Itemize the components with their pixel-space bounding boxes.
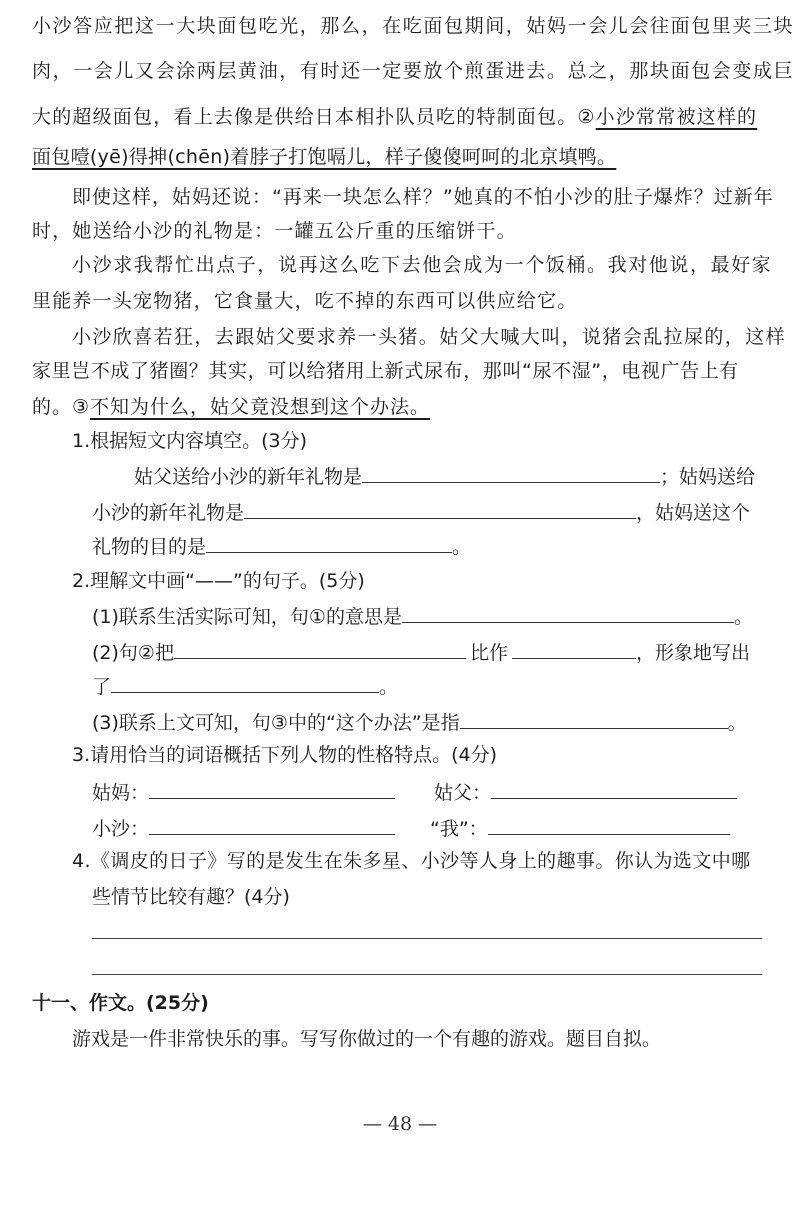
question-1-line xyxy=(92,498,750,526)
passage-text: 大的超级面包，看上去像是供给日本相扑队员吃的特制面包。② xyxy=(32,106,596,128)
question-text: 。 xyxy=(452,536,472,558)
question-text: 姑父： xyxy=(434,782,492,804)
page-number: — 48 — xyxy=(362,1113,438,1135)
trait-uncle xyxy=(434,778,737,806)
question-text: “我”： xyxy=(430,818,488,840)
answer-blank[interactable] xyxy=(244,498,636,519)
passage-line: 小沙欣喜若狂，去跟姑父要求养一头猪。姑父大喊大叫，说猪会乱拉屎的，这样 xyxy=(72,326,787,348)
question-1-line xyxy=(92,532,471,560)
answer-blank[interactable] xyxy=(149,814,395,835)
question-text: (1)联系生活实际可知，句①的意思是 xyxy=(92,606,402,628)
underlined-sentence-2-cont: 面包噎(yē)得抻(chēn)着脖子打饱嗝儿，样子傻傻呵呵的北京填鸭。 xyxy=(32,146,617,168)
question-text: (2)句②把 xyxy=(92,642,174,664)
passage-line: 即使这样，姑妈还说：“再来一块怎么样？”她真的不怕小沙的肚子爆炸？过新年 xyxy=(72,186,774,208)
question-2-2 xyxy=(92,638,750,666)
question-2-1 xyxy=(92,602,753,630)
passage-line xyxy=(32,104,757,130)
underlined-sentence-2: 小沙常常被这样的 xyxy=(595,106,758,128)
answer-blank[interactable] xyxy=(402,602,734,623)
answer-blank[interactable] xyxy=(362,462,660,483)
trait-me xyxy=(430,814,730,842)
passage-line: 时，她送给小沙的礼物是：一罐五公斤重的压缩饼干。 xyxy=(32,220,517,242)
question-text: 。 xyxy=(727,712,747,734)
passage-text: 的。③ xyxy=(32,396,91,418)
passage-line: 里能养一头宠物猪，它食量大，吃不掉的东西可以供应给它。 xyxy=(32,290,578,312)
question-3-title: 3.请用恰当的词语概括下列人物的性格特点。(4分) xyxy=(72,744,498,766)
question-2-title: 2.理解文中画“——”的句子。(5分) xyxy=(72,570,365,592)
answer-blank[interactable] xyxy=(111,672,379,693)
answer-blank[interactable] xyxy=(491,778,737,799)
answer-line[interactable] xyxy=(92,938,762,939)
answer-blank[interactable] xyxy=(149,778,395,799)
section-title: 十一、作文。(25分) xyxy=(32,992,209,1014)
passage-line: 小沙求我帮忙出点子，说再这么吃下去他会成为一个饭桶。我对他说，最好家 xyxy=(72,254,773,276)
answer-blank[interactable] xyxy=(460,708,728,729)
question-text: 姑父送给小沙的新年礼物是 xyxy=(134,466,363,488)
question-1-title: 1.根据短文内容填空。(3分) xyxy=(72,430,308,452)
question-1-line xyxy=(134,462,755,490)
question-text: ；姑妈送给 xyxy=(660,466,756,488)
question-text: 小沙的新年礼物是 xyxy=(92,502,245,524)
question-text: 。 xyxy=(379,676,399,698)
underlined-sentence-3: 不知为什么，姑父竟没想到这个办法。 xyxy=(90,396,431,418)
question-text: 了 xyxy=(92,676,112,698)
question-text: 小沙： xyxy=(92,818,150,840)
passage-line: 肉，一会儿又会涂两层黄油，有时还一定要放个煎蛋进去。总之，那块面包会变成巨 xyxy=(32,60,795,82)
question-text: (3)联系上文可知，句③中的“这个办法”是指 xyxy=(92,712,460,734)
answer-blank[interactable] xyxy=(512,638,636,659)
answer-blank[interactable] xyxy=(174,638,466,659)
passage-line xyxy=(32,394,430,420)
answer-blank[interactable] xyxy=(488,814,730,835)
question-text: 礼物的目的是 xyxy=(92,536,207,558)
question-2-3 xyxy=(92,708,747,736)
trait-aunt xyxy=(92,778,395,806)
question-4-title: 4.《调皮的日子》写的是发生在朱多星、小沙等人身上的趣事。你认为选文中哪 xyxy=(72,850,751,872)
question-text: ，姑妈送这个 xyxy=(636,502,751,524)
answer-blank[interactable] xyxy=(206,532,452,553)
question-text: ，形象地写出 xyxy=(635,642,750,664)
question-2-2-cont xyxy=(92,672,398,700)
question-text: 姑妈： xyxy=(92,782,150,804)
trait-xiaosha xyxy=(92,814,395,842)
question-4-title-cont: 些情节比较有趣？(4分) xyxy=(92,886,290,908)
passage-line: 家里岂不成了猪圈？其实，可以给猪用上新式尿布，那叫“尿不湿”，电视广告上有 xyxy=(32,360,739,382)
passage-line: 小沙答应把这一大块面包吃光，那么，在吃面包期间，姑妈一会儿会往面包里夹三块 xyxy=(32,15,795,37)
composition-prompt: 游戏是一件非常快乐的事。写写你做过的一个有趣的游戏。题目自拟。 xyxy=(72,1028,662,1050)
question-text: 比作 xyxy=(469,642,508,664)
question-text: 。 xyxy=(733,606,753,628)
answer-line[interactable] xyxy=(92,974,762,975)
